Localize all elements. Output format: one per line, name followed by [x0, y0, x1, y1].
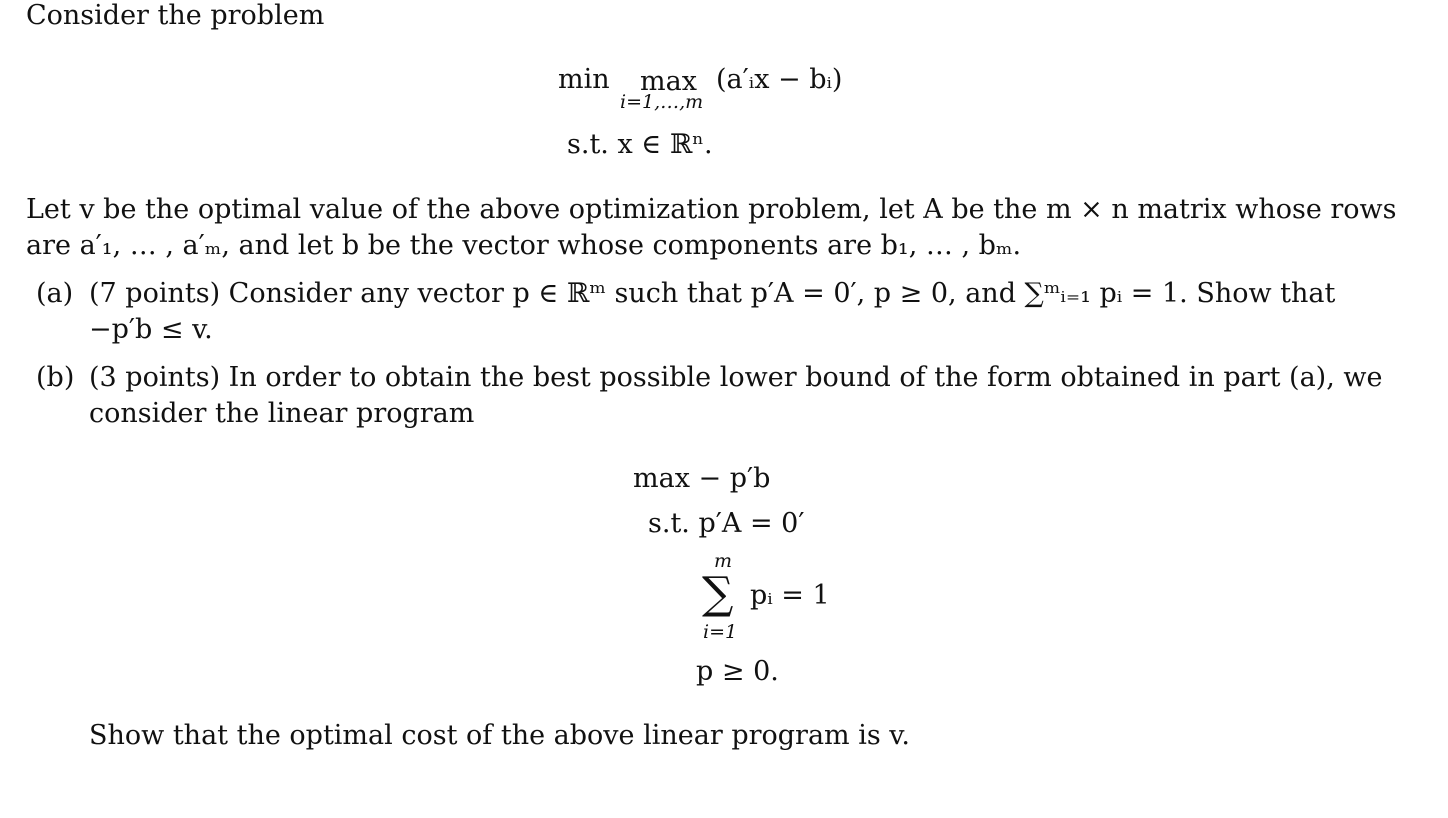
lp-constraint-1: s.t. p′A = 0′: [648, 508, 805, 539]
part-b-line-1: (3 points) In order to obtain the best possible lower bound of the form obtained in part (a), we: [89, 362, 1383, 393]
lp-sum-body: pᵢ = 1: [750, 580, 830, 611]
intro-text: Consider the problem: [26, 0, 325, 31]
problem-max: max: [640, 66, 697, 97]
part-a-line-1: (7 points) Consider any vector p ∈ ℝᵐ such that p′A = 0′, p ≥ 0, and ∑ᵐᵢ₌₁ pᵢ = 1. Show that: [89, 278, 1336, 309]
part-a-line-2: −p′b ≤ v.: [89, 314, 213, 345]
problem-max-subscript: i=1,…,m: [620, 91, 704, 113]
part-a-label: (a): [36, 278, 74, 309]
lp-constraint-3: p ≥ 0.: [696, 656, 779, 687]
part-b-label: (b): [36, 362, 75, 393]
lp-sum-lower: i=1: [703, 621, 738, 643]
problem-min: min: [558, 64, 610, 95]
paragraph-line-2: are a′₁, … , a′ₘ, and let b be the vector whose components are b₁, … , bₘ.: [26, 230, 1022, 261]
lp-objective: max − p′b: [633, 463, 771, 494]
paragraph-line-1: Let v be the optimal value of the above optimization problem, let A be the m × n matrix whose rows: [26, 194, 1397, 225]
problem-objective: (a′ᵢx − bᵢ): [716, 64, 843, 95]
lp-sigma: ∑: [702, 568, 734, 619]
lp-sum-upper: m: [714, 550, 733, 572]
part-b-line-2: consider the linear program: [89, 398, 475, 429]
conclusion-text: Show that the optimal cost of the above linear program is v.: [89, 720, 910, 751]
problem-constraint: s.t. x ∈ ℝⁿ.: [567, 129, 713, 160]
